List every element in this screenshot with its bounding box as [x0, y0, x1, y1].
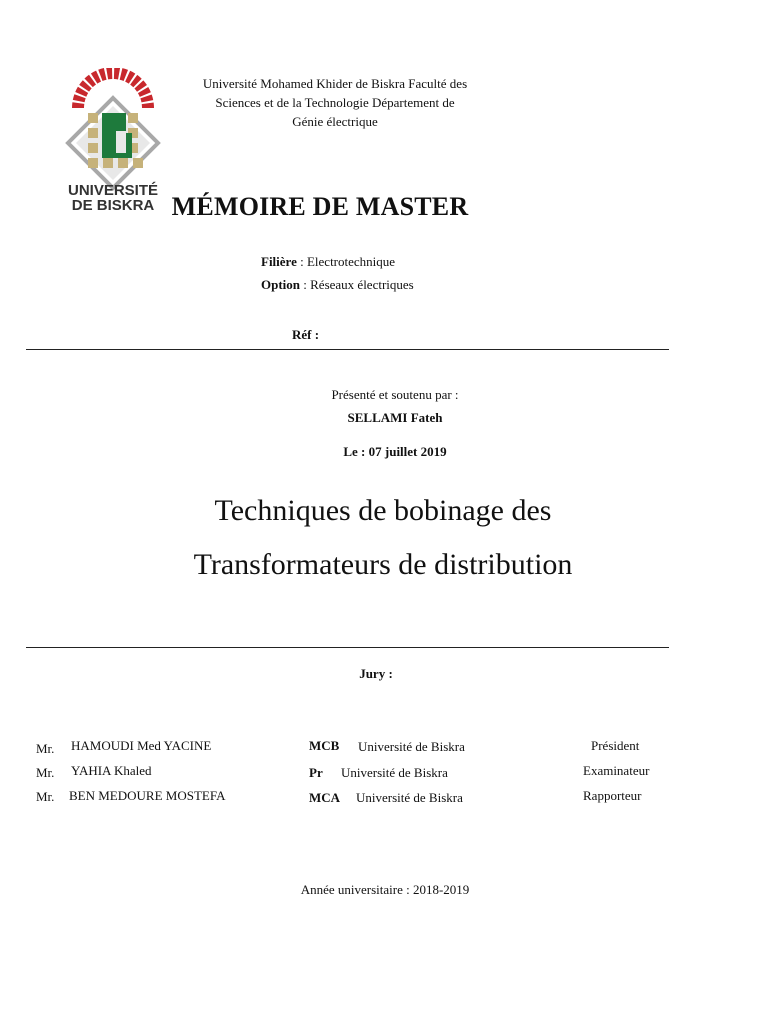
logo-text-line2: DE BISKRA [71, 197, 155, 213]
header-line-3: Génie électrique [292, 114, 378, 129]
filiere-value: : Electrotechnique [296, 254, 396, 269]
jury-role: Président [591, 738, 640, 753]
jury-civility: Mr. [36, 789, 55, 804]
jury-grade: MCA [309, 790, 341, 805]
jury-grade: MCB [309, 738, 340, 753]
jury-university: Université de Biskra [356, 790, 463, 805]
reference-label: Réf : [292, 327, 320, 342]
divider-bottom [26, 647, 669, 648]
jury-name: HAMOUDI Med YACINE [71, 738, 212, 753]
jury-grade: Pr [309, 765, 323, 780]
logo-text-line1: UNIVERSITÉ [67, 182, 159, 199]
document-title: MÉMOIRE DE MASTER [171, 192, 469, 221]
institution-header [160, 74, 510, 131]
thesis-title [100, 484, 666, 592]
presented-by-label: Présenté et soutenu par : [331, 387, 459, 402]
jury-university: Université de Biskra [358, 739, 465, 754]
jury-civility: Mr. [36, 741, 55, 756]
header-line-2: Sciences et de la Technologie Département de [215, 95, 455, 110]
academic-year: Année universitaire : 2018-2019 [300, 882, 470, 897]
option-field [261, 277, 414, 293]
jury-role: Examinateur [583, 763, 650, 778]
jury-role: Rapporteur [583, 788, 642, 803]
author-name: SELLAMI Fateh [347, 410, 443, 425]
jury-label: Jury : [359, 666, 393, 681]
jury-name: YAHIA Khaled [71, 763, 152, 778]
thesis-title-line-2: Transformateurs de distribution [193, 548, 573, 581]
header-line-1: Université Mohamed Khider de Biskra Faculté des [202, 76, 468, 91]
defense-date: Le : 07 juillet 2019 [343, 444, 447, 459]
option-label: Option [261, 277, 301, 292]
thesis-title-line-1: Techniques de bobinage des [214, 494, 552, 527]
jury-name: BEN MEDOURE MOSTEFA [69, 788, 226, 803]
filiere-label: Filière [261, 254, 297, 269]
option-value: : Réseaux électriques [300, 277, 414, 292]
jury-university: Université de Biskra [341, 765, 448, 780]
jury-civility: Mr. [36, 765, 55, 780]
filiere-field [261, 254, 395, 270]
divider-top [26, 349, 669, 350]
